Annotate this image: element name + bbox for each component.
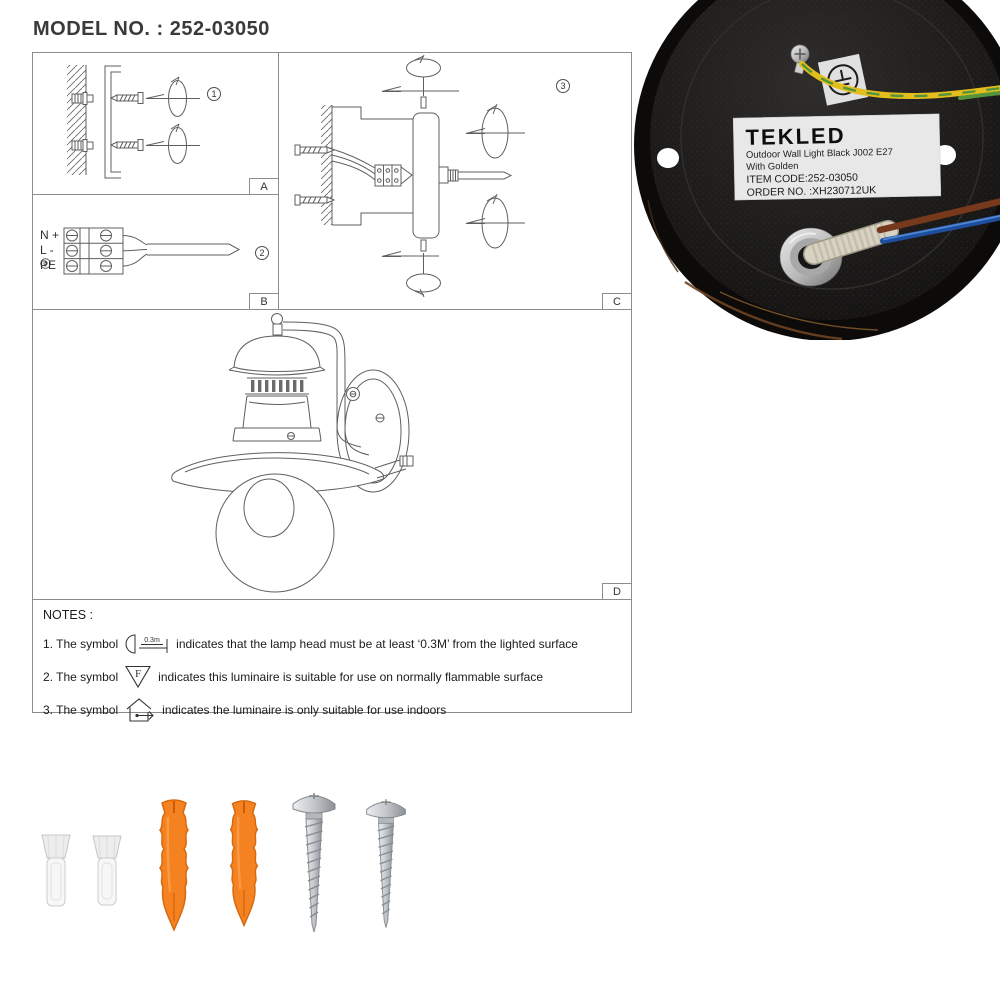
product-label <box>733 114 941 200</box>
min-distance-0-3m-icon <box>123 631 171 657</box>
panel-b-tag: B <box>249 293 279 310</box>
terminal-label-live: L - <box>40 243 54 257</box>
label-product-line1: Outdoor Wall Light Black J002 E27 <box>745 146 894 161</box>
panel-d-tag: D <box>602 583 632 600</box>
step-number-1: 1 <box>207 87 221 101</box>
label-order-no: ORDER NO. :XH230712UK <box>746 184 877 199</box>
screw-hole-left <box>657 148 679 168</box>
label-item-code: ITEM CODE:252-03050 <box>746 171 859 186</box>
wall-plug-1 <box>150 797 198 937</box>
indoor-use-house-icon <box>123 696 157 723</box>
note-1: 1. The symbol 0.3m indicates that the lamp head must be at least ‘0.3M’ from the lighted surface <box>43 631 621 657</box>
svg-text:F: F <box>135 668 142 680</box>
page-title: MODEL NO. : 252-03050 <box>33 18 270 40</box>
flammable-surface-f-icon <box>123 664 153 689</box>
terminal-label-earth: PE <box>40 258 57 272</box>
wall-plug-screw-diagram <box>33 53 278 194</box>
notes-section <box>32 599 632 717</box>
panel-d-finished-lamp <box>32 309 632 600</box>
notes-heading: NOTES : <box>43 608 94 622</box>
earth-ground-icon <box>40 258 51 269</box>
panel-b-wiring-diagram <box>32 194 279 310</box>
step-number-2: 2 <box>255 246 269 260</box>
step-number-3: 3 <box>556 79 570 93</box>
wire-connector-2 <box>88 831 126 911</box>
wall-plug-2 <box>221 795 267 935</box>
brand-logo: TEKLED <box>745 122 846 150</box>
wire-connector-1 <box>36 830 76 912</box>
svg-text:0.3m: 0.3m <box>144 637 160 644</box>
terminal-block-diagram <box>33 195 278 309</box>
wall-lamp-drawing <box>33 310 631 599</box>
panel-c-assembly-diagram <box>278 52 632 310</box>
mounting-screw-1 <box>288 786 340 938</box>
note-2: 2. The symbol F indicates this luminaire is suitable for use on normally flammable surface <box>43 664 621 689</box>
label-product-line2: With Golden <box>746 160 799 173</box>
panel-c-tag: C <box>602 293 632 310</box>
note-3: 3. The symbol indicates the luminaire is only suitable for use indoors <box>43 696 621 723</box>
terminal-label-neutral: N + <box>40 228 60 242</box>
panel-a-tag: A <box>249 178 279 195</box>
mounting-screw-2 <box>362 788 410 938</box>
panel-a-mounting-diagram <box>32 52 279 195</box>
backplate-product-photo <box>630 0 1000 340</box>
bracket-assembly-diagram <box>279 53 631 309</box>
